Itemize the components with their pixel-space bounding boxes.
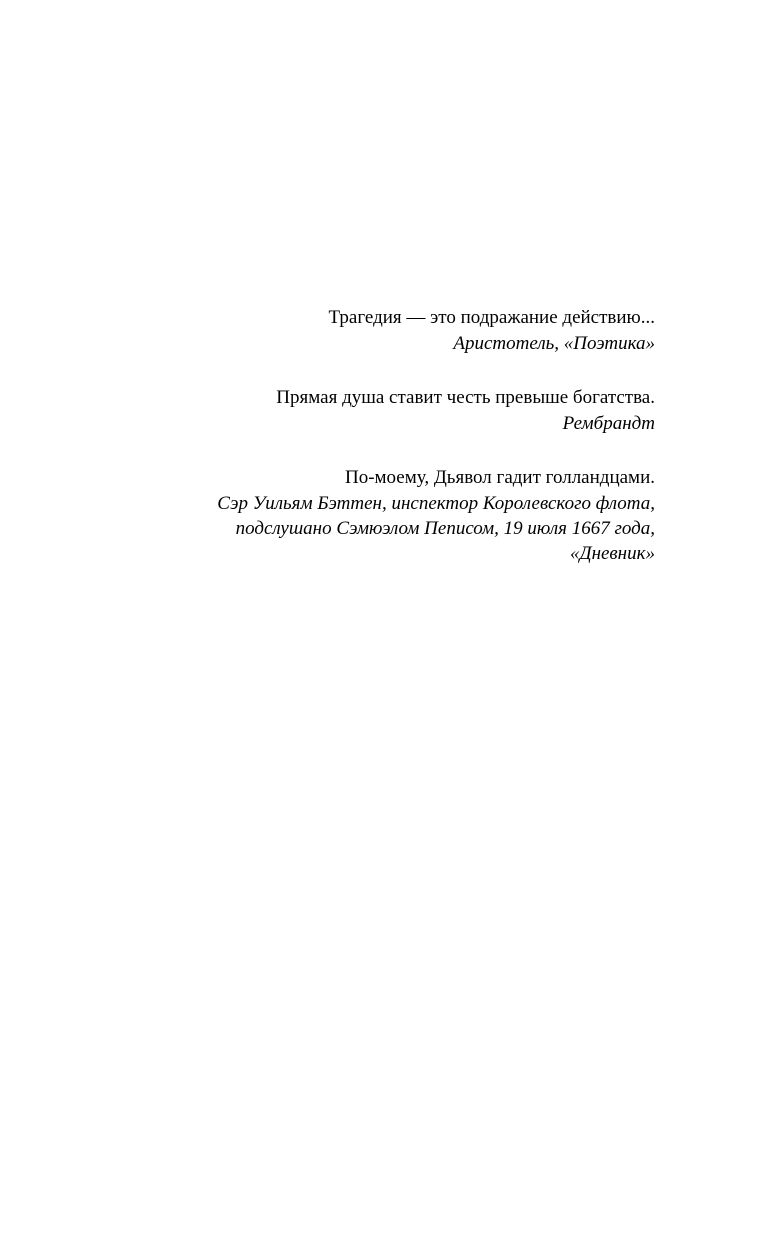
epigraph-attribution-line: «Дневник»: [569, 543, 655, 564]
epigraph-attribution-line: Сэр Уильям Бэттен, инспектор Королевского флота,: [217, 493, 655, 514]
epigraph-quote: Трагедия — это подражание действию...: [328, 307, 655, 328]
epigraph-rembrandt: [95, 384, 655, 436]
epigraphs-block: [95, 304, 655, 594]
epigraph-batten: [95, 464, 655, 566]
epigraph-attribution: Аристотель, «Поэтика»: [453, 333, 655, 354]
epigraph-aristotle: [95, 304, 655, 356]
epigraph-attribution-line: подслушано Сэмюэлом Пеписом, 19 июля 1667 года,: [235, 518, 655, 539]
epigraph-attribution: Рембрандт: [562, 413, 655, 434]
epigraph-quote: По-моему, Дьявол гадит голландцами.: [344, 467, 655, 488]
epigraph-quote: Прямая душа ставит честь превыше богатства.: [276, 387, 655, 408]
